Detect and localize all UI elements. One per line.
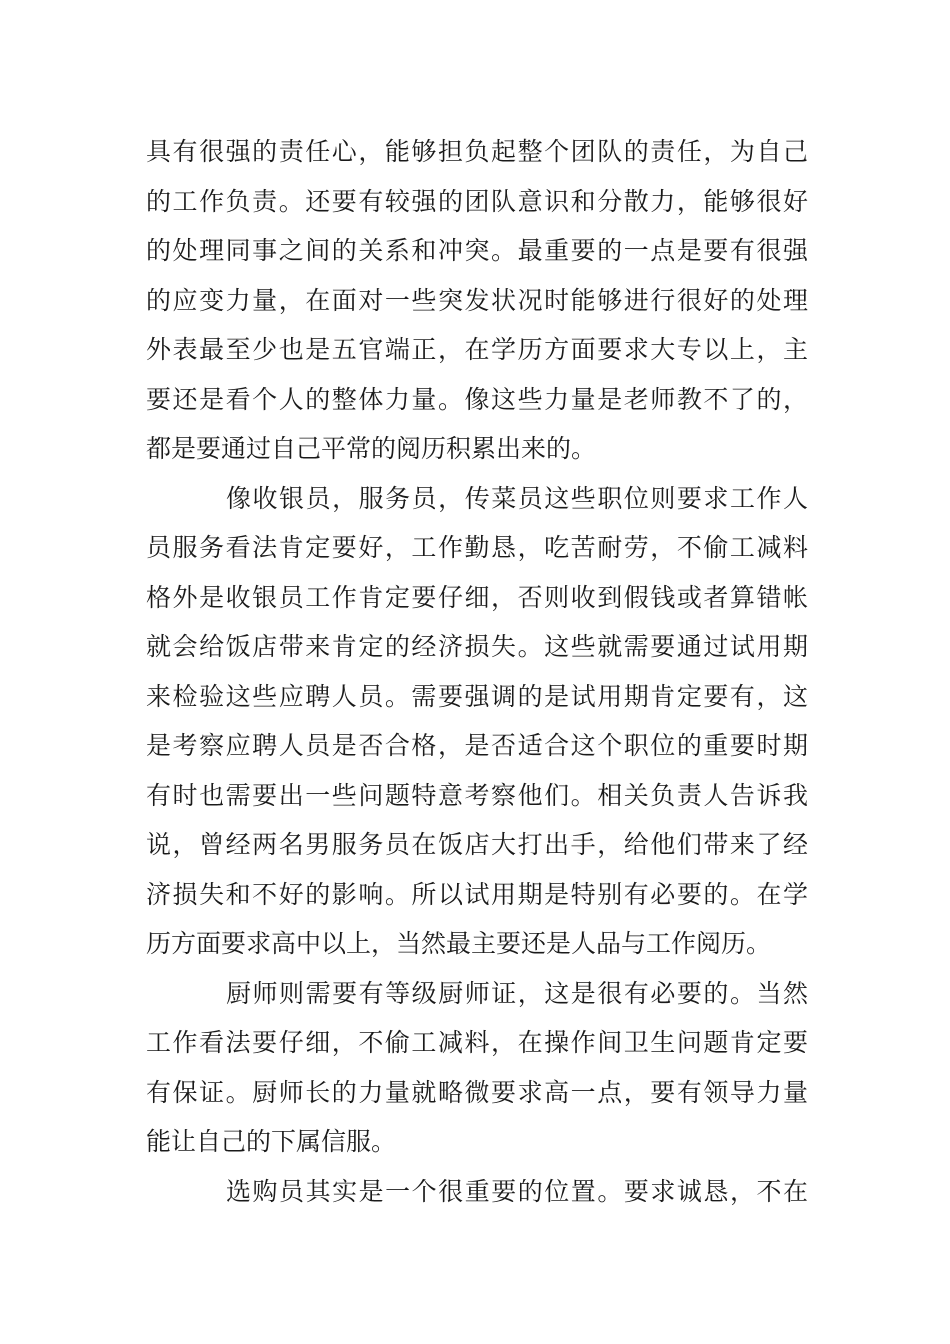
text-line: 选购员其实是一个很重要的位置。要求诚恳，不在 [226, 1176, 808, 1206]
text-line: 的处理同事之间的关系和冲突。最重要的一点是要有很强 [146, 236, 808, 265]
text-line: 厨师则需要有等级厨师证，这是很有必要的。当然 [226, 978, 808, 1008]
paragraph-3 [146, 969, 808, 1167]
text-line: 历方面要求高中以上，当然最主要还是人品与工作阅历。 [146, 929, 772, 958]
text-line: 的工作负责。还要有较强的团队意识和分散力，能够很好 [146, 186, 808, 216]
paragraph-4 [146, 1167, 808, 1217]
text-line: 有时也需要出一些问题特意考察他们。相关负责人告诉我 [146, 780, 808, 810]
body-text [146, 127, 808, 1216]
text-line: 是考察应聘人员是否合格，是否适合这个职位的重要时期 [146, 731, 808, 760]
text-line: 具有很强的责任心，能够担负起整个团队的责任，为自己 [146, 137, 808, 166]
text-line: 外表最至少也是五官端正，在学历方面要求大专以上，主 [146, 335, 808, 364]
text-line: 格外是收银员工作肯定要仔细，否则收到假钱或者算错帐 [146, 582, 808, 612]
paragraph-1 [146, 127, 808, 474]
text-line: 就会给饭店带来肯定的经济损失。这些就需要通过试用期 [146, 632, 808, 661]
paragraph-2 [146, 474, 808, 969]
text-line: 要还是看个人的整体力量。像这些力量是老师教不了的， [146, 384, 808, 414]
text-line: 员服务看法肯定要好，工作勤恳，吃苦耐劳，不偷工减料 [146, 533, 808, 562]
text-line: 有保证。厨师长的力量就略微要求高一点，要有领导力量 [146, 1077, 808, 1107]
text-line: 的应变力量，在面对一些突发状况时能够进行很好的处理 [146, 285, 808, 315]
text-line: 能让自己的下属信服。 [146, 1127, 397, 1156]
text-line: 工作看法要仔细，不偷工减料，在操作间卫生问题肯定要 [146, 1028, 808, 1057]
text-line: 来检验这些应聘人员。需要强调的是试用期肯定要有，这 [146, 681, 808, 711]
text-line: 像收银员，服务员，传菜员这些职位则要求工作人 [226, 483, 808, 513]
text-line: 说，曾经两名男服务员在饭店大打出手，给他们带来了经 [146, 830, 808, 859]
text-line: 济损失和不好的影响。所以试用期是特别有必要的。在学 [146, 879, 808, 909]
text-line: 都是要通过自己平常的阅历积累出来的。 [146, 434, 597, 463]
